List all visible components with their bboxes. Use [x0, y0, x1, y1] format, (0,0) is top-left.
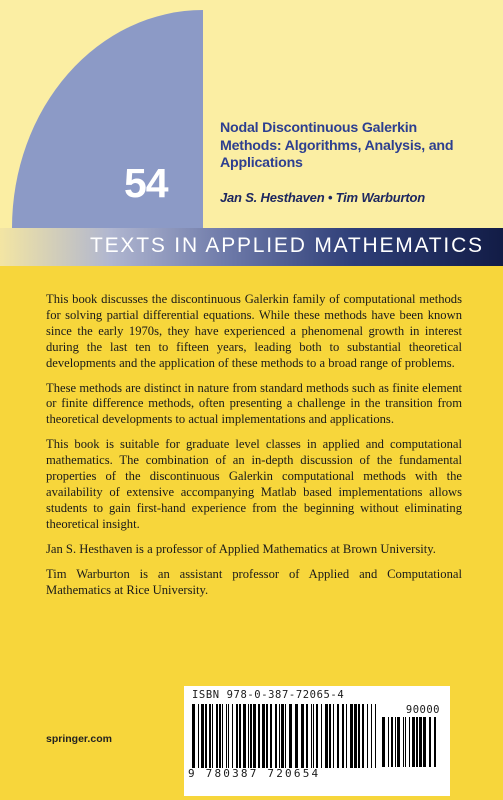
description — [46, 292, 462, 607]
book-authors: Jan S. Hesthaven • Tim Warburton — [220, 190, 425, 205]
author-bio: Jan S. Hesthaven is a professor of Applied Mathematics at Brown University. — [46, 541, 436, 556]
isbn-label: ISBN 978-0-387-72065-4 — [192, 689, 345, 701]
description-paragraph: This book is suitable for graduate level classes in applied and computational mathematics. The combination of an in-depth discussion of the fundamental properties of the discontinuous Galerkin computational methods with the availability of extensive accompanying Matlab based implementations allows students to gain first-hand experience from the beginning without eliminating theoretical insight. — [46, 437, 462, 531]
barcode-digits: 9 780387 720654 — [188, 767, 321, 780]
price-code: 90000 — [405, 704, 440, 716]
series-name: TEXTS IN APPLIED MATHEMATICS — [90, 234, 484, 257]
description-paragraph: This book discusses the discontinuous Galerkin family of computational methods for solving partial differential equations. While these methods have been known since the early 1970s, they have experienced a phenomenal growth in interest during the last ten to fifteen years, leading both to substantial theoretical developments and the application of these methods to a broad range of problems. — [46, 292, 462, 370]
publisher-url: springer.com — [46, 733, 112, 745]
book-title: Nodal Discontinuous Galerkin Methods: Algorithms, Analysis, and Applications — [220, 120, 454, 171]
series-number: 54 — [124, 160, 168, 206]
barcode-bars-icon — [192, 704, 378, 768]
description-paragraph: These methods are distinct in nature from standard methods such as finite element or finite difference methods, often presenting a challenge in the transition from theoretical developments to actual implementations and applications. — [46, 380, 462, 427]
author-bio: Tim Warburton is an assistant professor of Applied and Computational Mathematics at Rice University. — [46, 566, 462, 597]
cover-top-panel — [0, 0, 503, 228]
barcode — [184, 686, 450, 796]
barcode-addon-bars-icon — [382, 717, 438, 767]
series-band — [0, 228, 503, 266]
